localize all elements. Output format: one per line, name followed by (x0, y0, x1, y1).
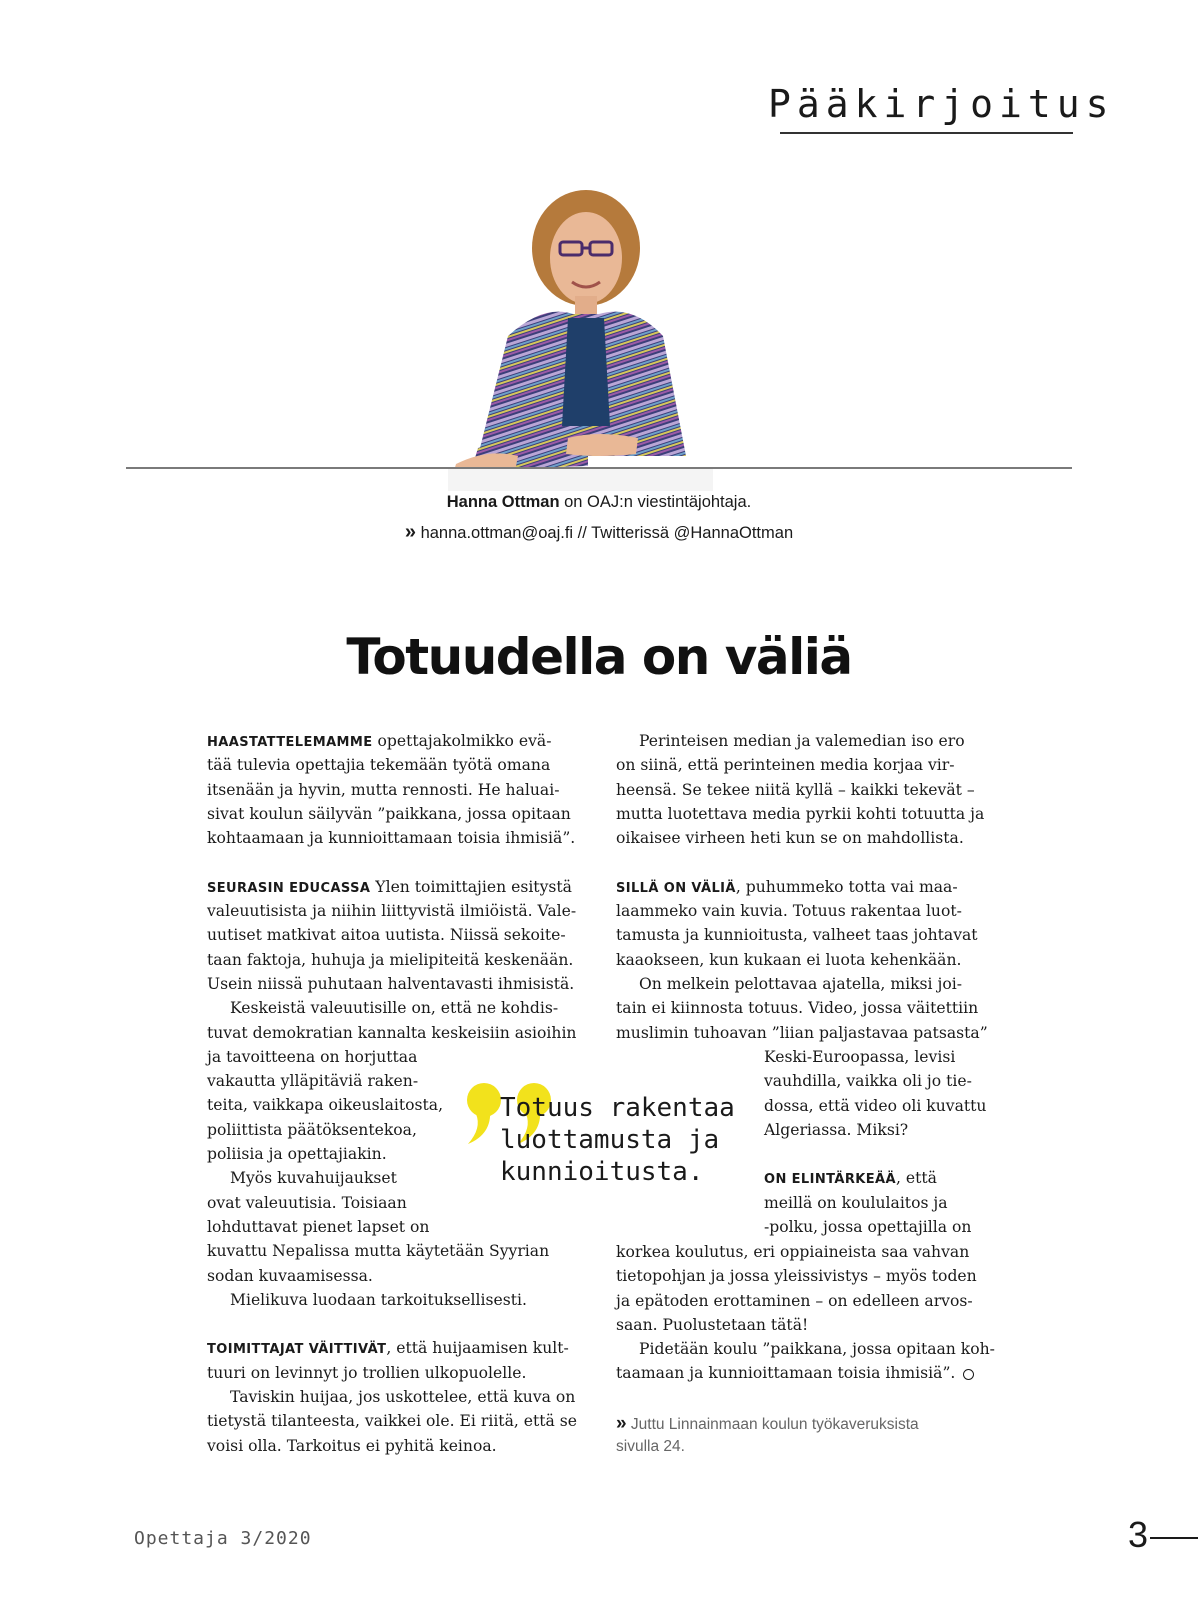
text-line: Mielikuva luodaan tarkoituksellisesti. (230, 1290, 527, 1309)
section-label-underline (780, 132, 1073, 134)
article-column-right-bottom (616, 1240, 995, 1386)
pull-quote-line: Totuus rakentaa (500, 1093, 735, 1123)
text-line: vauhdilla, vaikka oli jo tie- (764, 1072, 972, 1091)
page-number-rule (1150, 1537, 1198, 1539)
publication-footer: Opettaja 3/2020 (134, 1528, 312, 1549)
text-line: Perinteisen median ja valemedian iso ero (639, 732, 965, 750)
text-line: oikaisee virheen heti kun se on mahdollista. (616, 829, 964, 848)
text-line: vakautta ylläpitäviä raken- (207, 1072, 419, 1091)
lead-in: SEURASIN EDUCASSA (207, 880, 371, 896)
text-line: mutta luotettava media pyrkii kohti totuutta ja (616, 804, 985, 823)
page-number: 3 (1128, 1514, 1149, 1555)
text-line: taamaan ja kunnioittamaan toisia ihmisiä”. (616, 1364, 956, 1383)
text-line: on siinä, että perinteinen media korjaa vir- (616, 756, 955, 775)
contact-marker: » (404, 521, 416, 543)
text-line: teita, vaikkapa oikeuslaitosta, (207, 1096, 444, 1115)
text-line: opettajakolmikko evä- (377, 732, 552, 750)
text-line: tuvat demokratian kannalta keskeisiin asioihin (207, 1023, 577, 1042)
section-label: Pääkirjoitus (768, 82, 1115, 126)
article-headline: Totuudella on väliä (346, 628, 852, 686)
article-column-right (616, 729, 988, 1045)
text-line: On melkein pelottavaa ajatella, miksi joi- (639, 974, 962, 993)
text-line: tuuri on levinnyt jo trollien ulkopuolelle. (207, 1363, 527, 1382)
text-line: uutiset matkivat aitoa uutista. Niissä sekoite- (207, 926, 566, 945)
text-line: Taviskin huijaa, jos uskottelee, että kuva on (230, 1388, 576, 1407)
text-line: valeuutisista ja niihin liittyvistä ilmiöistä. Vale- (207, 902, 577, 921)
author-name: Hanna Ottman (446, 493, 560, 511)
reference-text: sivulla 24. (616, 1438, 685, 1455)
pull-quote-line: kunnioitusta. (500, 1157, 704, 1187)
text-line: tamusta ja kunnioitusta, valheet taas johtavat (616, 926, 978, 945)
text-line: taan faktoja, huhuja ja mielipiteitä keskenään. (207, 950, 574, 969)
author-role: on OAJ:n viestintäjohtaja. (564, 493, 752, 511)
article-column-right-narrow (764, 1045, 986, 1239)
text-line: ja epätoden erottaminen – on edelleen arvos- (616, 1291, 973, 1310)
text-line: voisi olla. Tarkoitus ei pyhitä keinoa. (207, 1436, 497, 1455)
text-line: Ylen toimittajien esitystä (375, 877, 572, 896)
reference-marker: » (616, 1413, 627, 1434)
text-line: tää tulevia opettajia tekemään työtä omana (207, 756, 551, 775)
text-line: korkea koulutus, eri oppiaineista saa vahvan (616, 1243, 970, 1261)
text-line: Myös kuvahuijaukset (230, 1169, 397, 1188)
text-line: kuvattu Nepalissa mutta käytetään Syyrian (207, 1242, 550, 1261)
text-line: tietopohjan ja jossa yleissivistys – myös toden (616, 1267, 977, 1286)
text-line: muslimin tuhoavan ”liian paljastavaa patsasta” (616, 1023, 988, 1042)
contact-text: hanna.ottman@oaj.fi // Twitterissä @HannaOttman (420, 524, 794, 542)
text-line: Keskeistä valeuutisille on, että ne kohdis- (230, 999, 559, 1018)
related-article-reference (616, 1413, 919, 1458)
text-line: laammeko vain kuvia. Totuus rakentaa luot- (616, 902, 962, 921)
lead-in: SILLÄ ON VÄLIÄ (616, 880, 736, 896)
text-line: , että huijaamisen kult- (386, 1339, 569, 1358)
text-line: Usein niissä puhutaan halventavasti ihmisistä. (207, 974, 575, 993)
text-line: meillä on koululaitos ja (764, 1193, 948, 1212)
text-line: itsenään ja hyvin, mutta rennosti. He haluai- (207, 780, 560, 799)
text-line: heensä. Se tekee niitä kyllä – kaikki tekevät – (616, 780, 975, 799)
text-line: , että (895, 1169, 937, 1188)
lead-in: HAASTATTELEMAMME (207, 735, 373, 750)
text-line: tietystä tilanteesta, vaikkei ole. Ei riitä, että se (207, 1412, 578, 1431)
reference-text: Juttu Linnainmaan koulun työkaveruksista (630, 1416, 919, 1433)
lead-in: TOIMITTAJAT VÄITTIVÄT (207, 1342, 387, 1358)
text-line: kohtaamaan ja kunnioittamaan toisia ihmisiä”. (207, 829, 576, 848)
end-mark-icon (963, 1369, 974, 1380)
text-line: sodan kuvaamisessa. (207, 1266, 373, 1285)
text-line: poliittista päätöksentekoa, (207, 1120, 417, 1139)
lead-in: ON ELINTÄRKEÄÄ (764, 1172, 896, 1188)
text-line: lohduttavat pienet lapset on (207, 1217, 430, 1236)
author-caption (0, 493, 1198, 512)
text-line: tain ei kiinnosta totuus. Video, jossa väitettiin (616, 999, 979, 1018)
text-line: Algeriassa. Miksi? (764, 1120, 909, 1139)
text-line: ja tavoitteena on horjuttaa (207, 1047, 418, 1066)
pull-quote (500, 1092, 735, 1188)
text-line: Keski-Euroopassa, levisi (764, 1048, 956, 1066)
text-line: kaaokseen, kun kukaan ei luota kehenkään. (616, 950, 962, 969)
author-portrait (448, 186, 713, 491)
text-line: saan. Puolustetaan tätä! (616, 1315, 809, 1334)
text-line: , puhummeko totta vai maa- (735, 877, 958, 896)
text-line: Pidetään koulu ”paikkana, jossa opitaan koh- (639, 1340, 995, 1359)
text-line: sivat koulun säilyvän ”paikkana, jossa opitaan (207, 804, 571, 823)
header-divider (126, 467, 1072, 469)
text-line: ovat valeuutisia. Toisiaan (207, 1193, 407, 1212)
text-line: poliisia ja opettajiakin. (207, 1145, 387, 1164)
text-line: -polku, jossa opettajilla on (764, 1218, 972, 1237)
text-line: dossa, että video oli kuvattu (764, 1096, 987, 1115)
author-contact (0, 521, 1198, 544)
pull-quote-line: luottamusta ja (500, 1125, 720, 1155)
